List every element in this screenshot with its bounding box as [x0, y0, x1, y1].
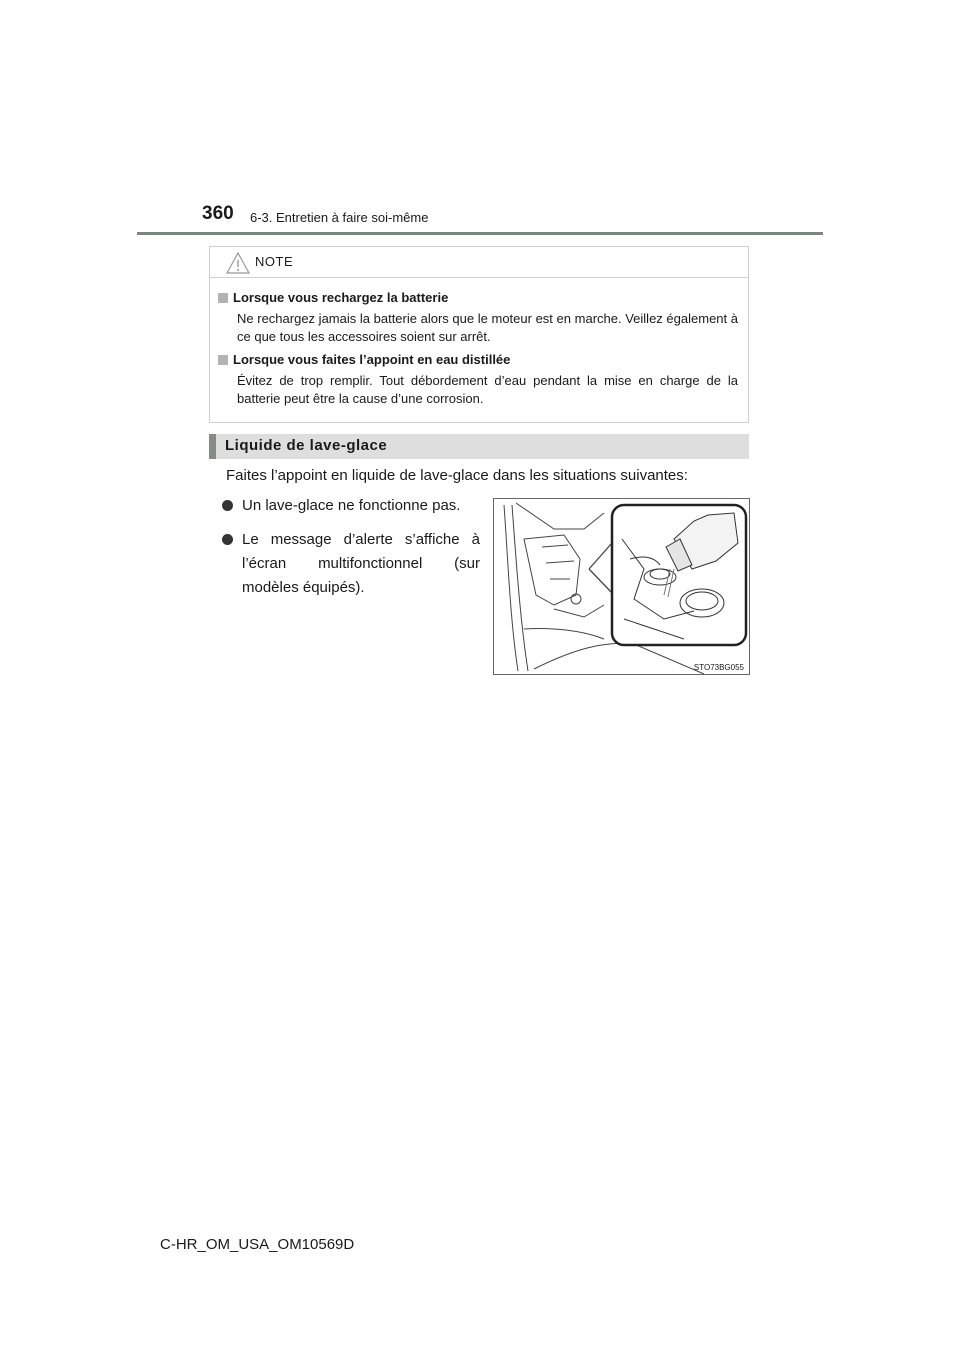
note-box: [209, 246, 749, 423]
footer-doc-code: C-HR_OM_USA_OM10569D: [160, 1236, 355, 1253]
bullet-list: [222, 494, 480, 610]
list-item-text: Un lave-glace ne fonctionne pas.: [242, 497, 461, 514]
note-item: [218, 290, 738, 346]
square-bullet-icon: [218, 355, 228, 365]
bullet-icon: [222, 500, 233, 511]
bullet-icon: [222, 534, 233, 545]
note-item: [218, 352, 738, 408]
list-item: [222, 494, 480, 518]
square-bullet-icon: [218, 293, 228, 303]
list-item-text: Le message d’alerte s’affiche à l’écran multifonctionnel (sur modèles équipés).: [242, 531, 480, 596]
note-body: [210, 278, 748, 408]
note-header: [210, 247, 748, 278]
note-title: NOTE: [255, 254, 294, 269]
engine-bay-drawing: [494, 499, 749, 674]
page-number: 360: [202, 203, 234, 224]
section-title: 6-3. Entretien à faire soi-même: [250, 210, 429, 225]
note-item-text: Ne rechargez jamais la batterie alors que le moteur est en marche. Veillez également à ce que tous les accessoires soient sur arrêt.: [237, 311, 738, 344]
note-item-title-text: Lorsque vous faites l’appoint en eau distillée: [233, 352, 511, 367]
note-item-title-text: Lorsque vous rechargez la batterie: [233, 290, 449, 305]
figure-code: STO73BG055: [693, 663, 744, 672]
note-item-title: [218, 352, 738, 367]
washer-illustration: [493, 498, 750, 675]
section-heading: [209, 434, 749, 459]
note-item-text: Évitez de trop remplir. Tout débordement d’eau pendant la mise en charge de la batterie peut être la cause d’une corrosion.: [237, 373, 738, 406]
intro-text: Faites l’appoint en liquide de lave-glace dans les situations suivantes:: [226, 467, 688, 484]
header-rule: [137, 232, 823, 235]
note-item-title: [218, 290, 738, 305]
warning-icon: [226, 252, 250, 274]
section-heading-text: Liquide de lave-glace: [225, 437, 388, 454]
list-item: [222, 528, 480, 600]
